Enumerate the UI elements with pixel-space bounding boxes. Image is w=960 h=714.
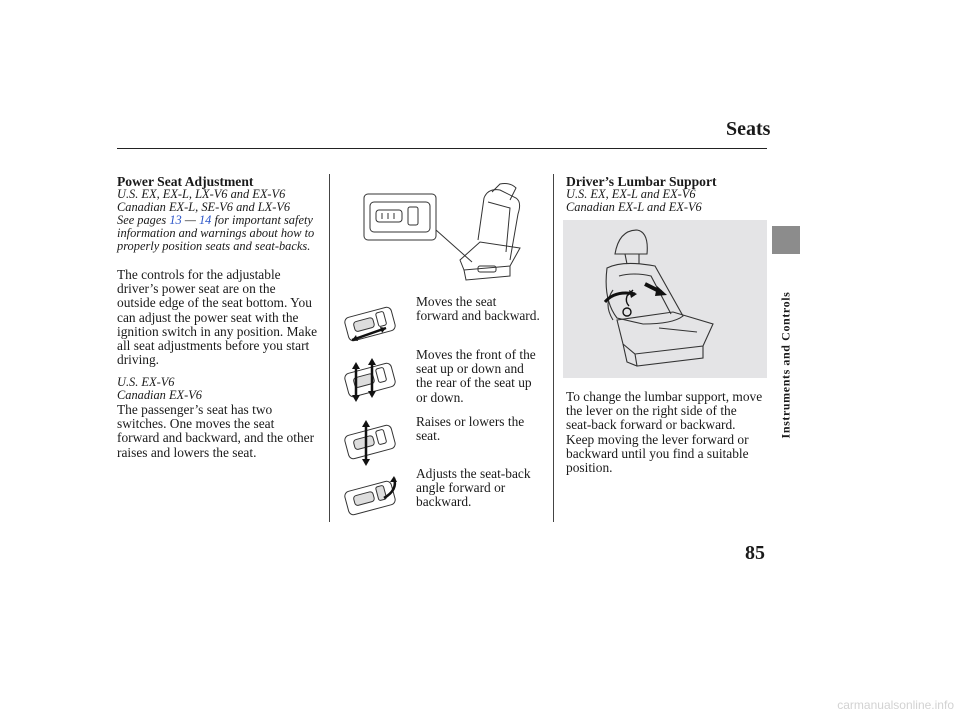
see-pages-line: See pages 13 — 14 for important safety: [117, 213, 313, 227]
watermark: carmanualsonline.info: [837, 698, 954, 712]
switch-diagram-height: [340, 418, 400, 468]
power-seat-heading: Power Seat Adjustment: [117, 174, 254, 189]
switch-diagram-tilt: [340, 358, 400, 406]
passenger-seat-paragraph: The passenger’s seat has two switches. One moves the seat forward and backward, and the other raises and lowers the seat.: [117, 402, 315, 460]
switch-diagram-recline: [340, 474, 404, 518]
page-link-13[interactable]: 13: [169, 213, 182, 227]
header-rule: [117, 148, 767, 149]
power-seat-paragraph: The controls for the adjustable driver’s power seat are on the outside edge of the seat bottom. You can adjust the power seat with the ignition switch in any position. Make all seat adjustments before you start driving.: [117, 267, 318, 368]
page-number: 85: [745, 542, 765, 564]
power-seat-illustration: [360, 180, 530, 285]
caption-recline: Adjusts the seat-back angle forward or backward.: [416, 466, 531, 510]
caption-slide: Moves the seat forward and backward.: [416, 294, 540, 324]
section-tab-label: Instruments and Controls: [778, 291, 793, 439]
switch-diagram-slide: [340, 306, 400, 346]
section-title: Seats: [726, 118, 771, 140]
section-tab-marker: [772, 226, 800, 254]
column-divider-left: [329, 174, 330, 522]
page-link-14[interactable]: 14: [198, 213, 212, 227]
lumbar-models: U.S. EX, EX-L and EX-V6 Canadian EX-L and EX-V6: [566, 187, 702, 214]
caption-tilt: Moves the front of the seat up or down and the rear of the seat up or down.: [416, 347, 536, 405]
passenger-seat-models: U.S. EX-V6 Canadian EX-V6: [117, 375, 203, 402]
lumbar-seat-illustration: [563, 220, 767, 378]
lumbar-heading: Driver’s Lumbar Support: [566, 174, 717, 189]
column-divider-right: [553, 174, 554, 522]
lumbar-paragraph: To change the lumbar support, move the lever on the right side of the seat-back forward or backward. Keep moving the lever forward or backward until you find a suitable position.: [566, 389, 763, 476]
power-seat-models: U.S. EX, EX-L, LX-V6 and EX-V6 Canadian EX-L, SE-V6 and LX-V6 See pages 13 — 14 for important safety information and warnings about how to properly position seats and seat-backs.: [117, 188, 327, 253]
caption-height: Raises or lowers the seat.: [416, 414, 525, 444]
